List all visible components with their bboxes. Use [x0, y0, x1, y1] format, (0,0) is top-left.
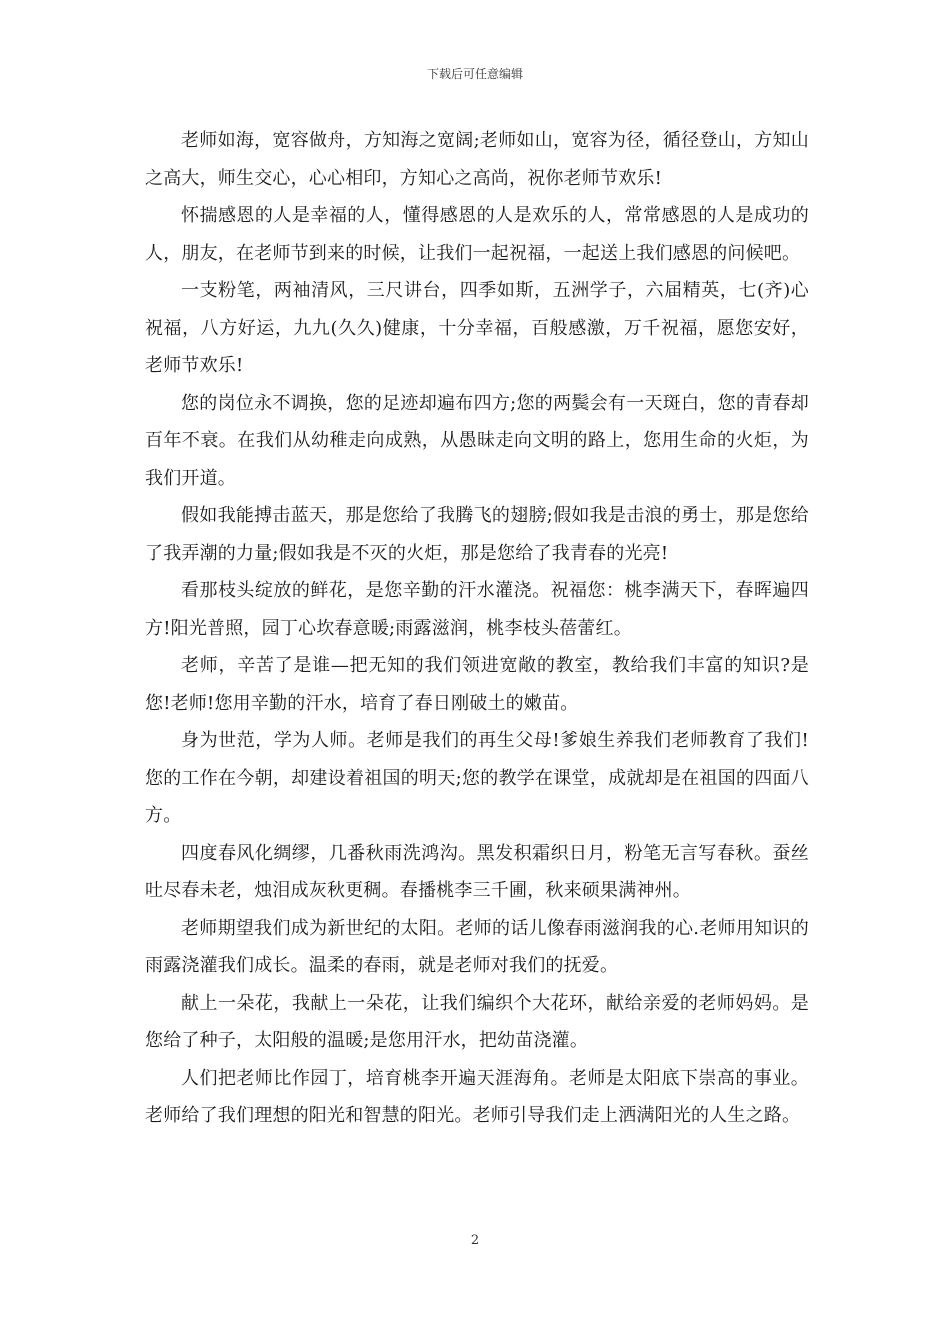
- paragraph: 假如我能搏击蓝天，那是您给了我腾飞的翅膀;假如我是击浪的勇士，那是您给了我弄潮的力量;假如我是不灭的火炬，那是您给了我青春的光亮!: [145, 505, 809, 564]
- paragraph: 看那枝头绽放的鲜花，是您辛勤的汗水灌浇。祝福您：桃李满天下，春晖遍四方!阳光普照，园丁心坎春意暖;雨露滋润，桃李枝头蓓蕾红。: [145, 580, 809, 639]
- paragraph: 您的岗位永不调换，您的足迹却遍布四方;您的两鬓会有一天斑白，您的青春却百年不衰。在我们从幼稚走向成熟，从愚昧走向文明的路上，您用生命的火炬，为我们开道。: [145, 392, 809, 489]
- document-body: [145, 122, 809, 1135]
- paragraph: 献上一朵花，我献上一朵花，让我们编织个大花环，献给亲爱的老师妈妈。是您给了种子，太阳般的温暖;是您用汗水，把幼苗浇灌。: [145, 992, 809, 1051]
- paragraph: 一支粉笔，两袖清风，三尺讲台，四季如斯，五洲学子，六届精英，七(齐)心祝福，八方好运，九九(久久)健康，十分幸福，百般感激，万千祝福，愿您安好，老师节欢乐!: [145, 280, 809, 376]
- page-header: 下载后可任意编辑: [426, 67, 523, 81]
- paragraph: 四度春风化绸缪，几番秋雨洗鸿沟。黑发积霜织日月，粉笔无言写春秋。蚕丝吐尽春未老，烛泪成灰秋更稠。春播桃李三千圃，秋来硕果满神州。: [145, 842, 809, 901]
- paragraph: 老师如海，宽容做舟，方知海之宽阔;老师如山，宽容为径，循径登山，方知山之高大，师生交心，心心相印，方知心之高尚，祝你老师节欢乐!: [145, 130, 809, 189]
- paragraph: 身为世范，学为人师。老师是我们的再生父母!爹娘生养我们老师教育了我们!您的工作在今朝，却建设着祖国的明天;您的教学在课堂，成就却是在祖国的四面八方。: [145, 730, 809, 826]
- paragraph: 老师，辛苦了是谁—把无知的我们领进宽敞的教室，教给我们丰富的知识?是您!老师!您用辛勤的汗水，培育了春日刚破土的嫩苗。: [145, 655, 809, 714]
- paragraph: 怀揣感恩的人是幸福的人，懂得感恩的人是欢乐的人，常常感恩的人是成功的人，朋友，在老师节到来的时候，让我们一起祝福，一起送上我们感恩的问候吧。: [145, 205, 809, 264]
- paragraph: 人们把老师比作园丁，培育桃李开遍天涯海角。老师是太阳底下崇高的事业。老师给了我们理想的阳光和智慧的阳光。老师引导我们走上洒满阳光的人生之路。: [145, 1067, 809, 1126]
- page-number: 2: [470, 1233, 480, 1248]
- paragraph: 老师期望我们成为新世纪的太阳。老师的话儿像春雨滋润我的心.老师用知识的雨露浇灌我们成长。温柔的春雨，就是老师对我们的抚爱。: [145, 917, 809, 976]
